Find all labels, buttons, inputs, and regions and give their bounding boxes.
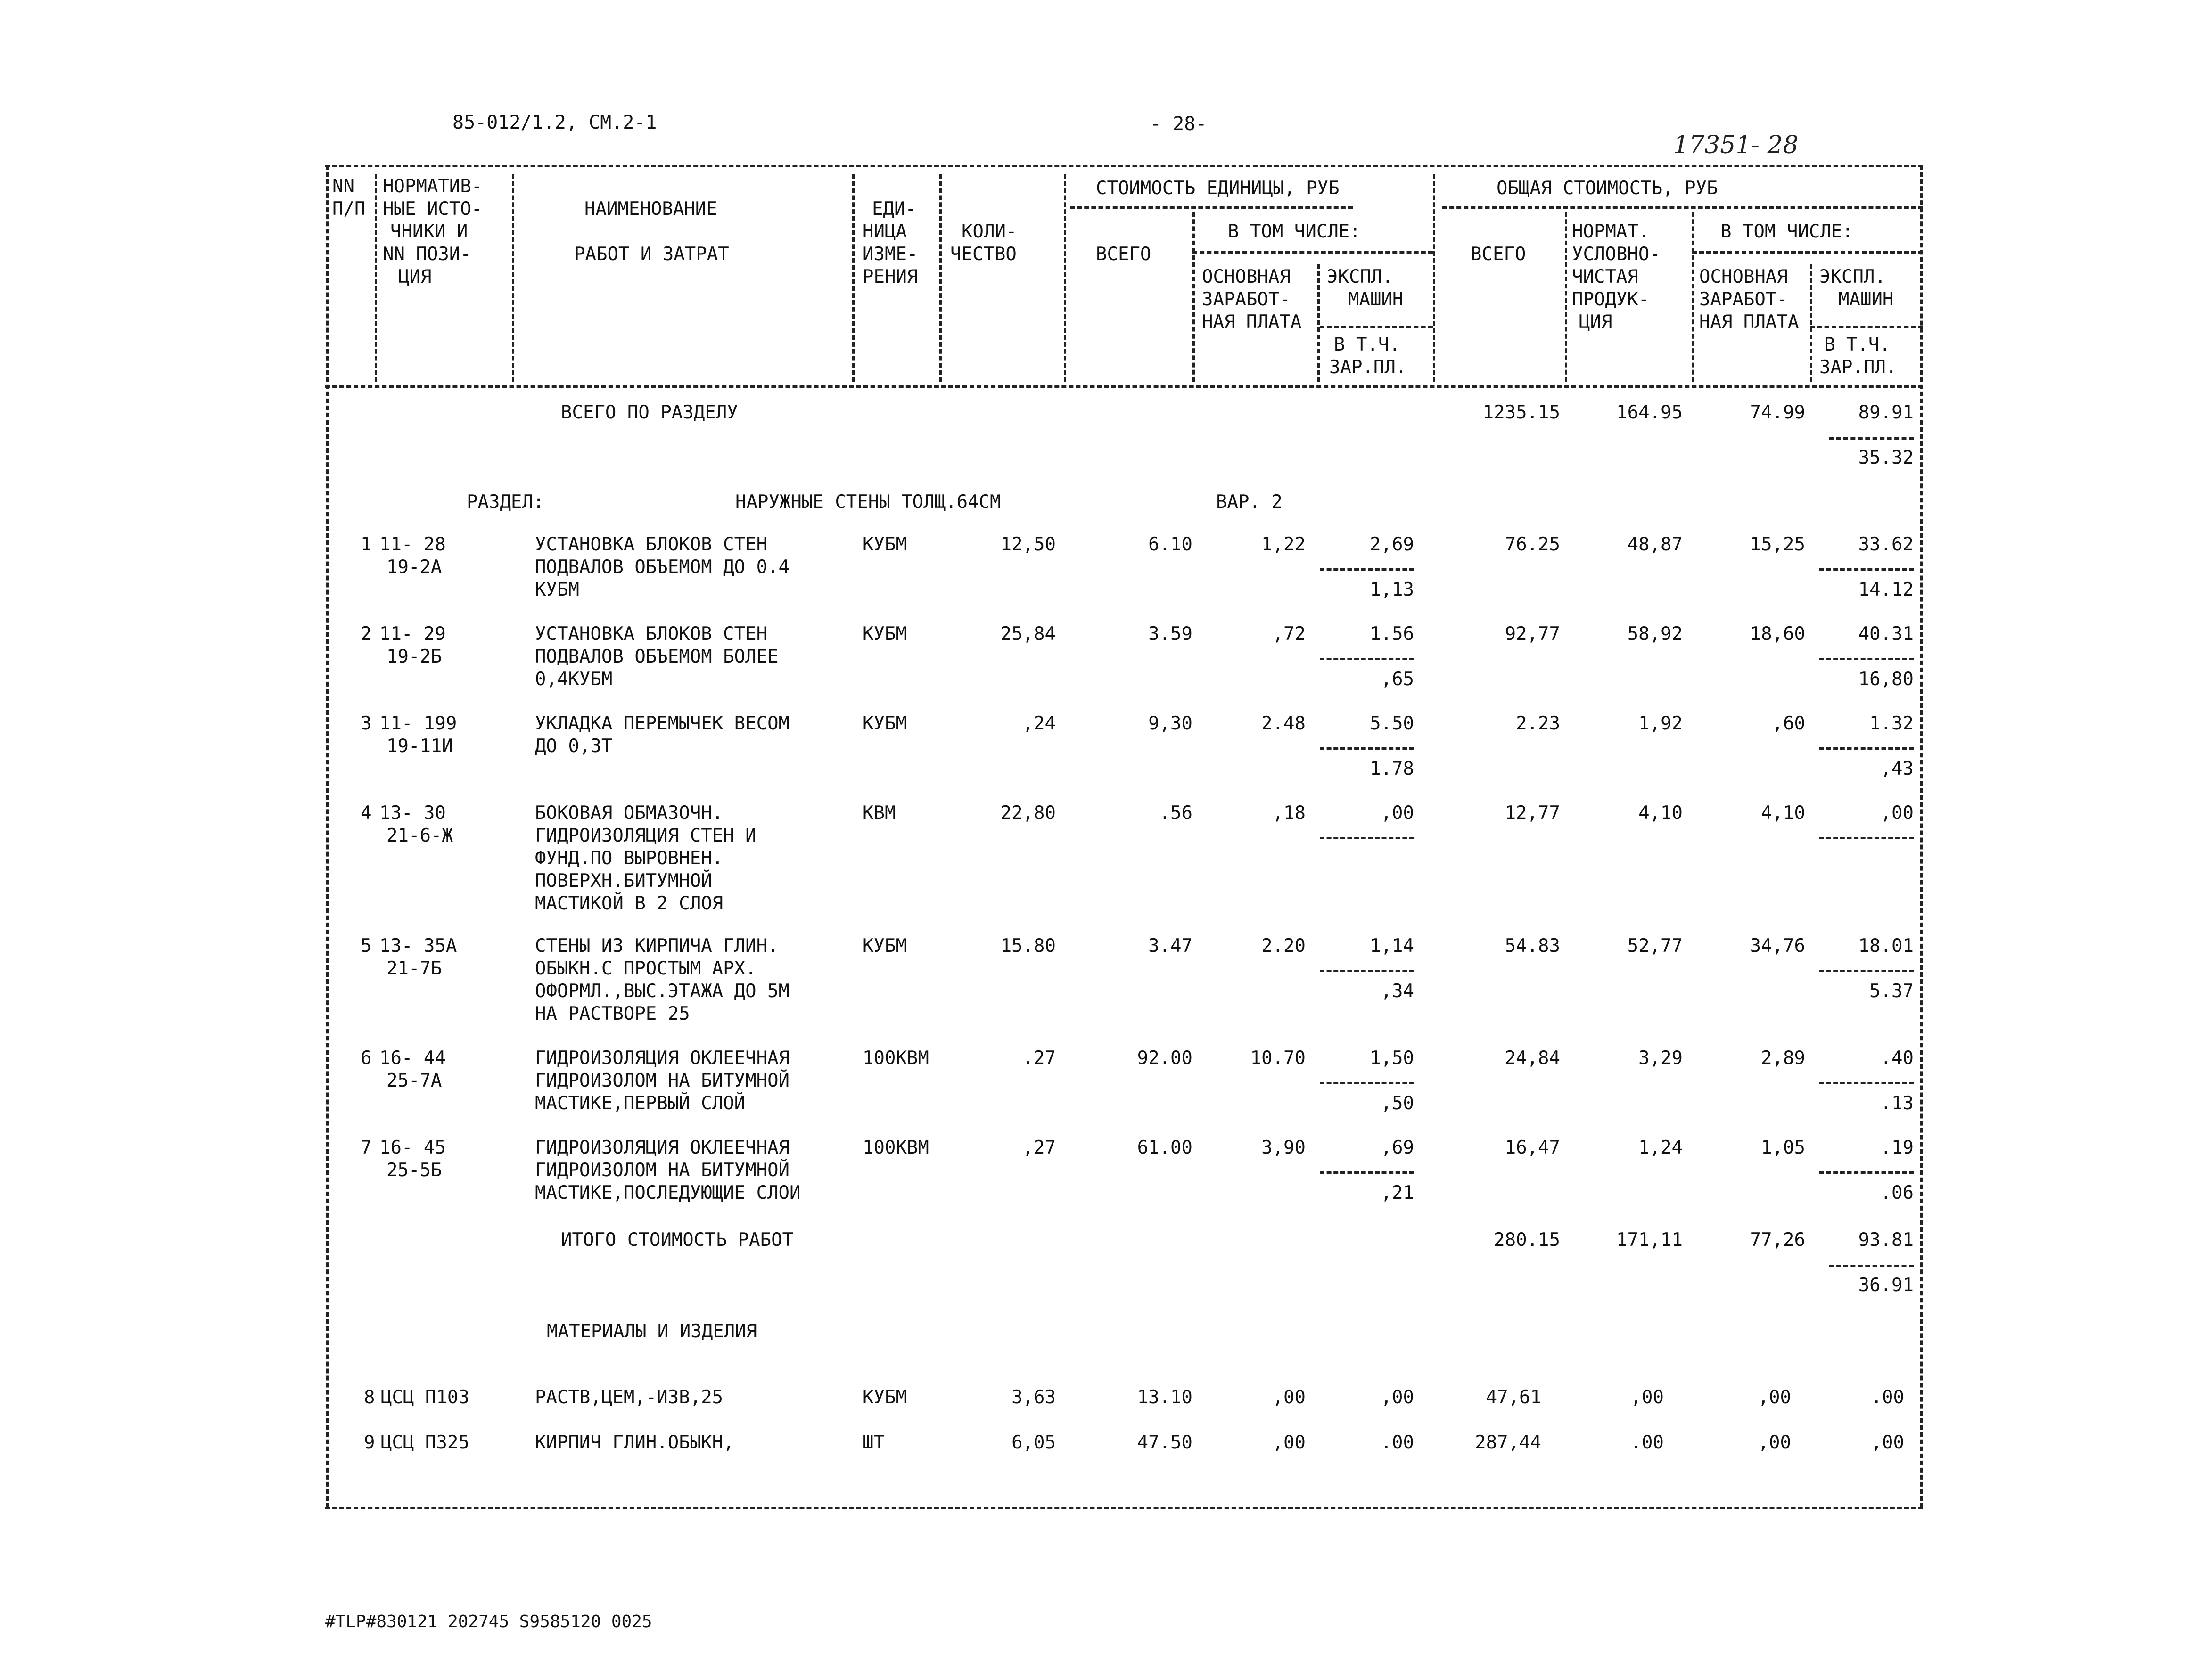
row-total-zarplata: 18,60 — [1750, 623, 1805, 645]
row-name-line: КУБМ — [535, 579, 579, 600]
header-subrule-total-split — [1692, 251, 1923, 254]
row-unit-total: 9,30 — [1148, 713, 1192, 734]
row-total-ekspl: 33.62 — [1858, 534, 1914, 555]
row-total-ekspl-dash — [1819, 568, 1914, 571]
section-total-dash — [1829, 437, 1914, 440]
col-sep-unit-block — [1433, 174, 1435, 382]
row-qty: 15.80 — [1000, 935, 1056, 957]
row-qty: 25,84 — [1000, 623, 1056, 645]
header-subrule-unit — [1070, 206, 1353, 209]
row-code-1: 11- 28 — [379, 534, 446, 555]
material-total-zarplata: ,00 — [1758, 1387, 1791, 1408]
row-total: 54.83 — [1505, 935, 1560, 957]
row-unit: КУБМ — [863, 935, 907, 957]
material-unit-zarplata: ,00 — [1272, 1432, 1306, 1453]
row-total-ekspl-dash — [1819, 970, 1914, 972]
section-total-ekspl: 89.91 — [1858, 402, 1914, 423]
row-total-normat: 1,24 — [1638, 1137, 1683, 1158]
row-name-line: ГИДРОИЗОЛЯЦИЯ ОКЛЕЕЧНАЯ — [535, 1137, 790, 1158]
hdr-u-ekspl-2: МАШИН — [1348, 289, 1404, 310]
footer-code: #TLP#830121 202745 S9585120 0025 — [325, 1612, 652, 1631]
row-unit-ekspl-dash — [1320, 658, 1414, 660]
row-code-1: 16- 45 — [379, 1137, 446, 1158]
row-total: 12,77 — [1505, 802, 1560, 824]
row-name-line: ГИДРОИЗОЛЯЦИЯ ОКЛЕЕЧНАЯ — [535, 1047, 790, 1069]
row-total: 24,84 — [1505, 1047, 1560, 1069]
row-qty: 12,50 — [1000, 534, 1056, 555]
row-total-zarplata: ,60 — [1772, 713, 1805, 734]
row-qty: 22,80 — [1000, 802, 1056, 824]
col-sep-norm — [512, 174, 514, 382]
row-total-normat: 4,10 — [1638, 802, 1683, 824]
row-unit-total: 92.00 — [1137, 1047, 1192, 1069]
hdr-u-vtch-1: В Т.Ч. — [1334, 334, 1400, 355]
row-unit-ekspl-zp: 1,13 — [1370, 579, 1414, 600]
row-unit-ekspl-dash — [1320, 747, 1414, 750]
row-total-zarplata: 34,76 — [1750, 935, 1805, 957]
hdr-norm-3: ЧНИКИ И — [390, 221, 468, 242]
material-number: 9 — [364, 1432, 375, 1453]
material-total-normat: .00 — [1630, 1432, 1664, 1453]
row-total-ekspl: 18.01 — [1858, 935, 1914, 957]
section-total-value: 1235.15 — [1482, 402, 1560, 423]
material-total: 47,61 — [1486, 1387, 1541, 1408]
material-total-normat: ,00 — [1630, 1387, 1664, 1408]
hdr-t-v-tom: В ТОМ ЧИСЛЕ: — [1720, 221, 1853, 242]
row-name-line: ГИДРОИЗОЛОМ НА БИТУМНОЙ — [535, 1070, 790, 1091]
hdr-unit-1: ЕДИ- — [872, 198, 916, 220]
hdr-u-vsego: ВСЕГО — [1096, 244, 1151, 265]
row-code-1: 11- 29 — [379, 623, 446, 645]
material-qty: 6,05 — [1011, 1432, 1056, 1453]
material-total-ekspl: .00 — [1871, 1387, 1904, 1408]
table-top-rule — [325, 165, 1923, 167]
section-variant: ВАР. 2 — [1216, 491, 1283, 513]
col-sep-u-total — [1192, 212, 1195, 382]
hdr-t-ekspl-1: ЭКСПЛ. — [1819, 266, 1886, 287]
material-code: ЦСЦ П325 — [381, 1432, 469, 1453]
row-qty: ,27 — [1022, 1137, 1056, 1158]
row-code-2: 21-7Б — [386, 958, 442, 979]
row-name-line: ПОВЕРХН.БИТУМНОЙ — [535, 870, 712, 892]
row-name-line: ОФОРМЛ.,ВЫС.ЭТАЖА ДО 5М — [535, 981, 790, 1002]
row-number: 6 — [361, 1047, 372, 1069]
row-total-ekspl-dash — [1819, 747, 1914, 750]
row-total-ekspl-zp: 14.12 — [1858, 579, 1914, 600]
row-total-ekspl: ,00 — [1880, 802, 1914, 824]
hdr-u-osn-3: НАЯ ПЛАТА — [1202, 311, 1302, 333]
section-total-normat: 164.95 — [1616, 402, 1683, 423]
col-sep-qty — [1064, 174, 1066, 382]
row-qty: ,24 — [1022, 713, 1056, 734]
row-code-1: 11- 199 — [379, 713, 457, 734]
row-name-line: УСТАНОВКА БЛОКОВ СТЕН — [535, 534, 768, 555]
row-total-ekspl: 40.31 — [1858, 623, 1914, 645]
row-total-normat: 58,92 — [1627, 623, 1683, 645]
row-unit: КУБМ — [863, 713, 907, 734]
material-unit-zarplata: ,00 — [1272, 1387, 1306, 1408]
row-unit-ekspl: 1.56 — [1370, 623, 1414, 645]
material-total-ekspl: ,00 — [1871, 1432, 1904, 1453]
document-code: 85-012/1.2, СМ.2-1 — [452, 112, 657, 133]
hdr-unit-cost: СТОИМОСТЬ ЕДИНИЦЫ, РУБ — [1096, 178, 1340, 199]
row-unit-zarplata: ,72 — [1272, 623, 1306, 645]
hdr-norm-4: NN ПОЗИ- — [383, 244, 471, 265]
works-total-label: ИТОГО СТОИМОСТЬ РАБОТ — [561, 1229, 794, 1251]
header-subrule-unit-split — [1192, 251, 1433, 254]
works-total-ekspl: 93.81 — [1858, 1229, 1914, 1251]
row-total-ekspl-zp: 5.37 — [1869, 981, 1914, 1002]
row-number: 1 — [361, 534, 372, 555]
row-unit-ekspl-zp: ,65 — [1381, 669, 1414, 690]
row-unit-total: 3.59 — [1148, 623, 1192, 645]
row-unit-ekspl: 1,14 — [1370, 935, 1414, 957]
hdr-num-1: NN — [332, 176, 354, 197]
row-name-line: ГИДРОИЗОЛЯЦИЯ СТЕН И — [535, 825, 757, 846]
row-unit: КУБМ — [863, 623, 907, 645]
row-code-1: 13- 30 — [379, 802, 446, 824]
handwritten-sheet-number: 17351- 28 — [1673, 131, 1799, 159]
header-bottom-rule — [325, 385, 1923, 388]
material-code: ЦСЦ П103 — [381, 1387, 469, 1408]
section-total-zarplata: 74.99 — [1750, 402, 1805, 423]
hdr-name-1: НАИМЕНОВАНИЕ — [584, 198, 717, 220]
header-subrule-total — [1442, 206, 1923, 209]
table-right-border — [1920, 165, 1923, 1508]
hdr-u-osn-1: ОСНОВНАЯ — [1202, 266, 1291, 287]
row-total-ekspl-dash — [1819, 1082, 1914, 1084]
hdr-u-ekspl-1: ЭКСПЛ. — [1327, 266, 1393, 287]
hdr-total-cost: ОБЩАЯ СТОИМОСТЬ, РУБ — [1497, 178, 1718, 199]
row-total-normat: 52,77 — [1627, 935, 1683, 957]
hdr-t-normat-4: ПРОДУК- — [1572, 289, 1650, 310]
row-unit-total: 6.10 — [1148, 534, 1192, 555]
row-number: 3 — [361, 713, 372, 734]
row-unit-zarplata: 1,22 — [1261, 534, 1306, 555]
row-name-line: ПОДВАЛОВ ОБЪЕМОМ БОЛЕЕ — [535, 646, 779, 667]
hdr-t-normat-1: НОРМАТ. — [1572, 221, 1650, 242]
hdr-t-normat-3: ЧИСТАЯ — [1572, 266, 1638, 287]
col-sep-t-normat — [1692, 212, 1694, 382]
row-unit: 100КВМ — [863, 1137, 929, 1158]
row-name-line: МАСТИКЕ,ПОСЛЕДУЮЩИЕ СЛОИ — [535, 1182, 801, 1203]
row-unit-ekspl: ,69 — [1381, 1137, 1414, 1158]
row-total: 2.23 — [1516, 713, 1560, 734]
col-sep-name — [852, 174, 855, 382]
row-unit-zarplata: ,18 — [1272, 802, 1306, 824]
material-name: РАСТВ,ЦЕМ,-ИЗВ,25 — [535, 1387, 724, 1408]
row-unit-zarplata: 2.20 — [1261, 935, 1306, 957]
hdr-t-vtch-1: В Т.Ч. — [1824, 334, 1891, 355]
row-total-ekspl-zp: 16,80 — [1858, 669, 1914, 690]
row-unit: 100КВМ — [863, 1047, 929, 1069]
material-unit: КУБМ — [863, 1387, 907, 1408]
materials-heading: МАТЕРИАЛЫ И ИЗДЕЛИЯ — [547, 1321, 757, 1342]
hdr-norm-5: ЦИЯ — [398, 266, 432, 287]
material-total-zarplata: ,00 — [1758, 1432, 1791, 1453]
row-unit-ekspl-dash — [1320, 568, 1414, 571]
row-number: 2 — [361, 623, 372, 645]
row-unit-zarplata: 3,90 — [1261, 1137, 1306, 1158]
row-total-normat: 1,92 — [1638, 713, 1683, 734]
row-unit-ekspl: 5.50 — [1370, 713, 1414, 734]
row-unit-ekspl-zp: 1.78 — [1370, 758, 1414, 779]
hdr-t-vsego: ВСЕГО — [1471, 244, 1526, 265]
row-total: 76.25 — [1505, 534, 1560, 555]
material-total: 287,44 — [1475, 1432, 1541, 1453]
row-name-line: СТЕНЫ ИЗ КИРПИЧА ГЛИН. — [535, 935, 779, 957]
hdr-t-osn-3: НАЯ ПЛАТА — [1699, 311, 1799, 333]
section-label: РАЗДЕЛ: — [467, 491, 544, 513]
hdr-norm-1: НОРМАТИВ- — [383, 176, 483, 197]
row-unit: КВМ — [863, 802, 896, 824]
hdr-unit-4: РЕНИЯ — [863, 266, 918, 287]
row-unit-ekspl: 2,69 — [1370, 534, 1414, 555]
hdr-t-vtch-2: ЗАР.ПЛ. — [1819, 357, 1897, 378]
row-name-line: БОКОВАЯ ОБМАЗОЧН. — [535, 802, 724, 824]
section-total-label: ВСЕГО ПО РАЗДЕЛУ — [561, 402, 738, 423]
row-name-line: ФУНД.ПО ВЫРОВНЕН. — [535, 848, 724, 869]
row-code-2: 19-2А — [386, 556, 442, 578]
row-total: 16,47 — [1505, 1137, 1560, 1158]
row-unit-total: .56 — [1159, 802, 1192, 824]
hdr-norm-2: НЫЕ ИСТО- — [383, 198, 483, 220]
row-name-line: УСТАНОВКА БЛОКОВ СТЕН — [535, 623, 768, 645]
row-unit-ekspl-dash — [1320, 1082, 1414, 1084]
row-unit-ekspl-dash — [1320, 837, 1414, 839]
section-title: НАРУЖНЫЕ СТЕНЫ ТОЛЩ.64СМ — [735, 491, 1001, 513]
row-name-line: ОБЫКН.С ПРОСТЫМ АРХ. — [535, 958, 757, 979]
row-unit: КУБМ — [863, 534, 907, 555]
hdr-u-osn-2: ЗАРАБОТ- — [1202, 289, 1291, 310]
row-name-line: ПОДВАЛОВ ОБЪЕМОМ ДО 0.4 — [535, 556, 790, 578]
row-unit-total: 3.47 — [1148, 935, 1192, 957]
row-number: 7 — [361, 1137, 372, 1158]
hdr-t-osn-1: ОСНОВНАЯ — [1699, 266, 1788, 287]
row-total-zarplata: 15,25 — [1750, 534, 1805, 555]
row-unit-ekspl-zp: ,34 — [1381, 981, 1414, 1002]
row-total-ekspl-dash — [1819, 658, 1914, 660]
row-unit-zarplata: 10.70 — [1250, 1047, 1306, 1069]
col-sep-unit — [939, 174, 942, 382]
hdr-unit-2: НИЦА — [863, 221, 907, 242]
row-code-2: 19-2Б — [386, 646, 442, 667]
hdr-t-normat-5: ЦИЯ — [1579, 311, 1612, 333]
row-code-2: 25-5Б — [386, 1160, 442, 1181]
hdr-unit-3: ИЗМЕ- — [863, 244, 918, 265]
works-total-zarplata: 77,26 — [1750, 1229, 1805, 1251]
row-total-ekspl: .40 — [1880, 1047, 1914, 1069]
col-sep-u-zp — [1317, 264, 1320, 382]
material-unit-total: 47.50 — [1137, 1432, 1192, 1453]
row-number: 4 — [361, 802, 372, 824]
page-number: - 28- — [1150, 113, 1207, 135]
row-unit-ekspl-zp: ,50 — [1381, 1093, 1414, 1114]
row-code-2: 21-6-Ж — [386, 825, 453, 846]
row-total: 92,77 — [1505, 623, 1560, 645]
row-total-ekspl-dash — [1819, 1171, 1914, 1174]
works-total-normat: 171,11 — [1616, 1229, 1683, 1251]
row-unit-ekspl-dash — [1320, 1171, 1414, 1174]
row-name-line: ДО 0,3Т — [535, 736, 613, 757]
hdr-name-2: РАБОТ И ЗАТРАТ — [574, 244, 729, 265]
row-code-1: 13- 35А — [379, 935, 457, 957]
row-unit-ekspl: ,00 — [1381, 802, 1414, 824]
row-code-1: 16- 44 — [379, 1047, 446, 1069]
row-name-line: НА РАСТВОРЕ 25 — [535, 1003, 690, 1024]
material-unit-ekspl: ,00 — [1381, 1387, 1414, 1408]
row-name-line: МАСТИКЕ,ПЕРВЫЙ СЛОЙ — [535, 1093, 746, 1114]
section-total-ekspl-zp: 35.32 — [1858, 447, 1914, 468]
works-total-value: 280.15 — [1494, 1229, 1560, 1251]
hdr-num-2: П/П — [332, 198, 366, 220]
col-sep-num — [375, 174, 377, 382]
hdr-u-v-tom: В ТОМ ЧИСЛЕ: — [1228, 221, 1361, 242]
row-unit-total: 61.00 — [1137, 1137, 1192, 1158]
row-number: 5 — [361, 935, 372, 957]
header-subrule-ekspl-2 — [1810, 326, 1923, 328]
row-total-zarplata: 2,89 — [1761, 1047, 1805, 1069]
hdr-t-normat-2: УСЛОВНО- — [1572, 244, 1661, 265]
col-sep-t-zp — [1810, 264, 1812, 382]
row-total-normat: 3,29 — [1638, 1047, 1683, 1069]
hdr-qty-2: ЧЕСТВО — [950, 244, 1017, 265]
col-sep-t-total — [1565, 212, 1567, 382]
hdr-t-osn-2: ЗАРАБОТ- — [1699, 289, 1788, 310]
row-total-ekspl: .19 — [1880, 1137, 1914, 1158]
material-qty: 3,63 — [1011, 1387, 1056, 1408]
row-total-ekspl-zp: .06 — [1880, 1182, 1914, 1203]
works-total-dash — [1829, 1265, 1914, 1267]
row-total-ekspl-dash — [1819, 837, 1914, 839]
material-name: КИРПИЧ ГЛИН.ОБЫКН, — [535, 1432, 734, 1453]
row-unit-ekspl-zp: ,21 — [1381, 1182, 1414, 1203]
row-name-line: 0,4КУБМ — [535, 669, 613, 690]
row-total-zarplata: 1,05 — [1761, 1137, 1805, 1158]
row-total-ekspl-zp: .13 — [1880, 1093, 1914, 1114]
row-unit-zarplata: 2.48 — [1261, 713, 1306, 734]
hdr-t-ekspl-2: МАШИН — [1838, 289, 1894, 310]
works-total-ekspl-zp: 36.91 — [1858, 1275, 1914, 1296]
row-unit-ekspl: 1,50 — [1370, 1047, 1414, 1069]
row-code-2: 25-7А — [386, 1070, 442, 1091]
material-number: 8 — [364, 1387, 375, 1408]
row-unit-ekspl-dash — [1320, 970, 1414, 972]
material-unit-total: 13.10 — [1137, 1387, 1192, 1408]
row-qty: .27 — [1022, 1047, 1056, 1069]
row-code-2: 19-11И — [386, 736, 453, 757]
row-total-zarplata: 4,10 — [1761, 802, 1805, 824]
hdr-qty-1: КОЛИ- — [962, 221, 1017, 242]
table-bottom-rule — [325, 1507, 1923, 1509]
row-total-ekspl: 1.32 — [1869, 713, 1914, 734]
material-unit-ekspl: .00 — [1381, 1432, 1414, 1453]
table-left-border — [326, 165, 329, 1508]
row-total-ekspl-zp: ,43 — [1880, 758, 1914, 779]
row-name-line: МАСТИКОЙ В 2 СЛОЯ — [535, 893, 724, 914]
row-name-line: УКЛАДКА ПЕРЕМЫЧЕК ВЕСОМ — [535, 713, 790, 734]
hdr-u-vtch-2: ЗАР.ПЛ. — [1329, 357, 1407, 378]
material-unit: ШТ — [863, 1432, 885, 1453]
row-name-line: ГИДРОИЗОЛОМ НА БИТУМНОЙ — [535, 1160, 790, 1181]
row-total-normat: 48,87 — [1627, 534, 1683, 555]
header-subrule-ekspl — [1320, 326, 1433, 328]
